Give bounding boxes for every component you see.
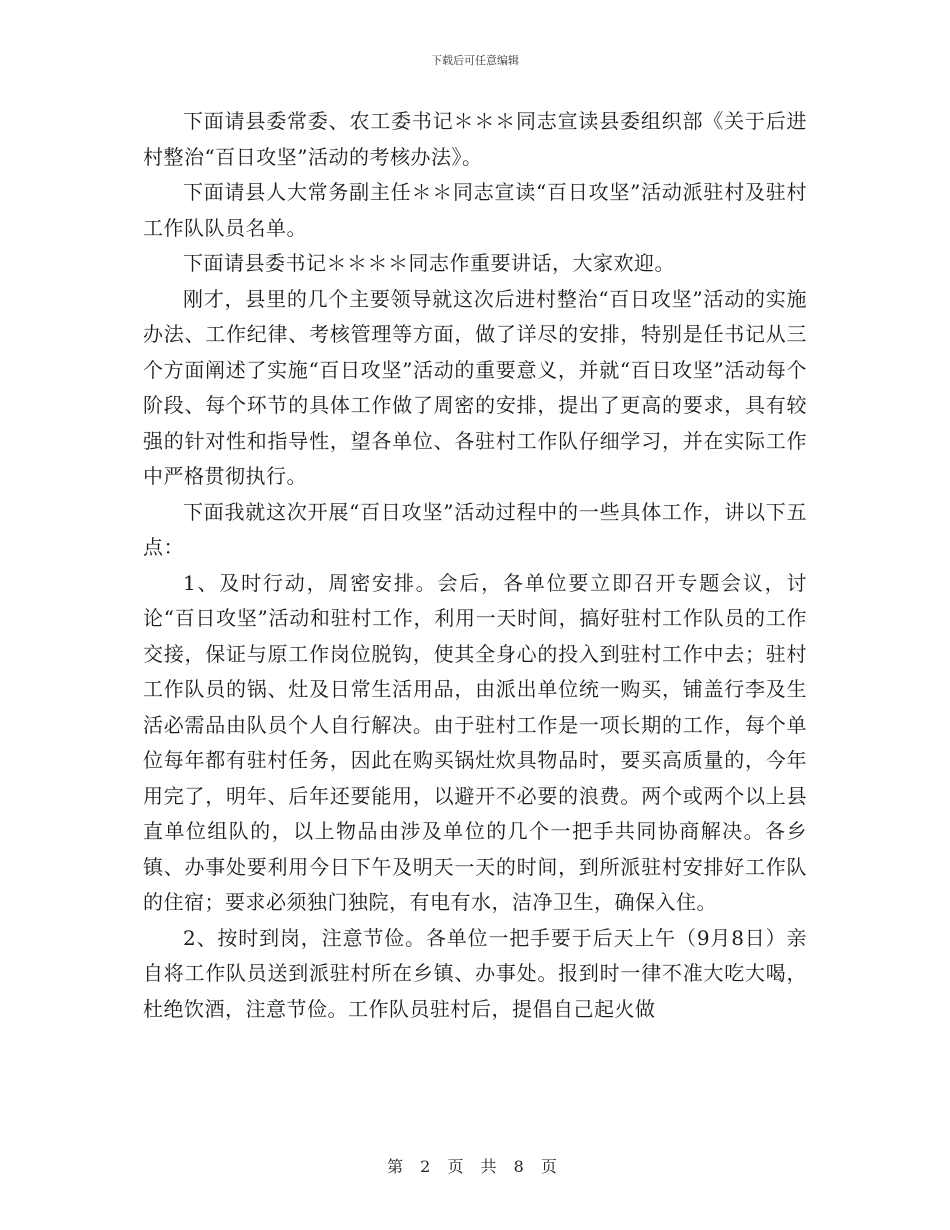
paragraph: 下面我就这次开展“百日攻坚”活动过程中的一些具体工作，讲以下五点：	[143, 499, 807, 559]
paragraph: 1、及时行动，周密安排。会后，各单位要立即召开专题会议，讨论“百日攻坚”活动和驻村工作，利用一天时间，搞好驻村工作队员的工作交接，保证与原工作岗位脱钩，使其全身心的投入到驻村工作中去；驻村工作队员的锅、灶及日常生活用品，由派出单位统一购买，铺盖行李及生活必需品由队员个人自行解决。由于驻村工作是一项长期的工作，每个单位每年都有驻村任务，因此在购买锅灶炊具物品时，要买高质量的，今年用完了，明年、后年还要能用，以避开不必要的浪费。两个或两个以上县直单位组队的，以上物品由涉及单位的几个一把手共同协商解决。各乡镇、办事处要利用今日下午及明天一天的时间，到所派驻村安排好工作队的住宿；要求必须独门独院，有电有水，洁净卫生，确保入住。	[143, 570, 807, 914]
document-body	[143, 104, 807, 1027]
page-number: 第 2 页 共 8 页	[387, 1157, 563, 1176]
paragraph: 2、按时到岗，注意节俭。各单位一把手要于后天上午（9月8日）亲自将工作队员送到派驻村所在乡镇、办事处。报到时一律不准大吃大喝，杜绝饮酒，注意节俭。工作队员驻村后，提倡自己起火做	[143, 925, 807, 1021]
page-header: 下载后可任意编辑	[431, 54, 519, 67]
paragraph: 下面请县委书记＊＊＊＊同志作重要讲话，大家欢迎。	[183, 251, 675, 275]
paragraph: 下面请县委常委、农工委书记＊＊＊同志宣读县委组织部《关于后进村整治“百日攻坚”活动的考核办法》。	[143, 109, 807, 169]
paragraph: 下面请县人大常务副主任＊＊同志宣读“百日攻坚”活动派驻村及驻村工作队队员名单。	[143, 180, 807, 240]
paragraph: 刚才，县里的几个主要领导就这次后进村整治“百日攻坚”活动的实施办法、工作纪律、考核管理等方面，做了详尽的安排，特别是任书记从三个方面阐述了实施“百日攻坚”活动的重要意义，并就“百日攻坚”活动每个阶段、每个环节的具体工作做了周密的安排，提出了更高的要求，具有较强的针对性和指导性，望各单位、各驻村工作队仔细学习，并在实际工作中严格贯彻执行。	[143, 286, 807, 488]
